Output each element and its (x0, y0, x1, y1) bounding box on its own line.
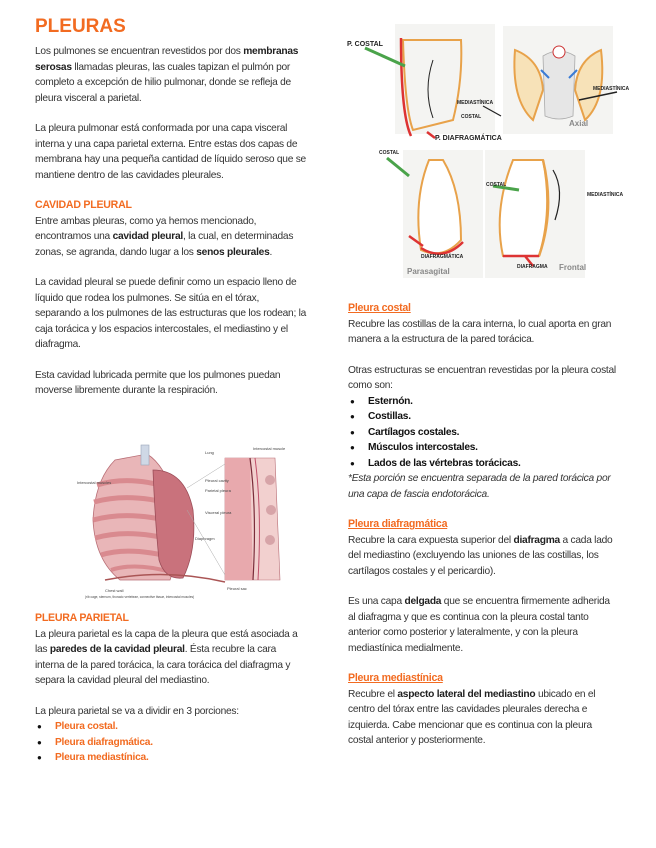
intro-paragraph-1: Los pulmones se encuentran revestidos por dos membranas serosas llamadas pleuras, las cuales tapizan el pulmón por completo a excepción de hilio pulmonar, donde se refleja de pleura visceral a parietal. (35, 46, 299, 104)
label-intercostal-muscle: Intercostal muscle (253, 446, 286, 451)
mediastinica-paragraph-1: Recubre el aspecto lateral del mediastino ubicado en el centro del tórax entre las cavidades pleurales derecha e izquierda. Cabe mencionar que es continua con la pleura costal anterior y posteriormente. (348, 688, 596, 746)
pleura-diagrams-figure (343, 20, 630, 280)
label-axial: Axial (569, 119, 589, 128)
label-chest-wall-detail: (rib cage, sternum, thoracic vertebrae, connective tissue, intercostal muscles) (85, 595, 195, 599)
label-pleural-cavity: Pleural cavity (205, 478, 229, 483)
costal-note: *Esta porción se encuentra separada de la pared torácica por una capa de fascia endotorácica. (348, 473, 611, 500)
label-diaphragm: Diaphragm (195, 536, 215, 541)
list-item: ● Cartílagos costales. (368, 425, 618, 441)
frontal-diagram (485, 150, 585, 278)
label-costal-sag: COSTAL (379, 150, 400, 156)
diafragmatica-paragraph-1: Recubre la cara expuesta superior del diafragma a cada lado del mediastino (excluyendo las uniones de las costillas, los cartílagos costales y el pericardio). (348, 534, 613, 577)
costal-paragraph-1: Recubre las costillas de la cara interna, lo cual aporta en gran manera a la estructura de la pared torácica. (348, 318, 612, 345)
label-chest-wall: Chest wall (105, 588, 124, 593)
label-mediastinica-small: MEDIASTÍNICA (457, 100, 494, 106)
list-item: ● Costillas. (368, 409, 618, 425)
cavidad-paragraph-2: La cavidad pleural se puede definir como un espacio lleno de líquido que rodea los pulmones. Se sitúa en el tórax, separando a los pulmones de las estructuras que los rodean; la caja torácica y los espacios intercostales, el mediastino y el diafragma. (35, 277, 307, 350)
label-parasagital: Parasagital (407, 267, 450, 276)
label-costal-front: COSTAL (486, 182, 507, 188)
parietal-section (35, 611, 307, 766)
label-p-diafragmatica: P. DIAFRAGMÁTICA (435, 135, 502, 142)
costal-list (348, 394, 618, 472)
label-visceral-pleura: Visceral pleura (205, 510, 232, 515)
right-column (348, 301, 618, 749)
list-item: ● Músculos intercostales. (368, 440, 618, 456)
page-title: PLEURAS (35, 16, 126, 37)
cavidad-heading: CAVIDAD PLEURAL (35, 199, 132, 211)
cavidad-paragraph-1: Entre ambas pleuras, como ya hemos mencionado, encontramos una cavidad pleural, la cual, en determinadas zonas, se agranda, dando lugar a los senos pleurales. (35, 215, 294, 258)
label-p-costal: P. COSTAL (347, 41, 383, 48)
label-parietal-pleura: Parietal pleura (205, 488, 231, 493)
label-diafragmatica-sag: DIAFRAGMÁTICA (421, 254, 464, 260)
label-costal-axial: COSTAL (461, 114, 482, 120)
costal-paragraph-2: Otras estructuras se encuentran revestidas por la pleura costal como son: (348, 364, 616, 391)
costal-heading: Pleura costal (348, 302, 411, 314)
list-item: ● Pleura mediastínica. (55, 750, 307, 766)
list-item: ● Lados de las vértebras torácicas. (368, 456, 618, 472)
list-item: ● Pleura costal. (55, 719, 307, 735)
label-diafragma-front: DIAFRAGMA (517, 264, 548, 270)
parietal-paragraph-2: La pleura parietal se va a dividir en 3 porciones: (35, 705, 239, 717)
diafragmatica-heading: Pleura diafragmática (348, 518, 448, 530)
label-lung: Lung (205, 450, 214, 455)
parietal-paragraph-1: La pleura parietal es la capa de la pleura que está asociada a las paredes de la cavidad pleural. Ésta recubre la cara interna de la pared torácica, la cara torácica del diafragma y separa la cavidad pleural del mediastino. (35, 628, 298, 686)
label-mediastinica-axial: MEDIASTÍNICA (593, 86, 630, 92)
label-mediastinica-front: MEDIASTÍNICA (587, 192, 624, 198)
left-column (35, 14, 307, 399)
parietal-heading: PLEURA PARIETAL (35, 612, 129, 624)
thorax-anatomy-figure (75, 440, 305, 605)
intro-paragraph-2: La pleura pulmonar está conformada por una capa visceral interna y una capa parietal externa. Entre estas dos capas de membrana hay una pequeña cantidad de líquido seroso que se mantiene dentro de las cavidades pleurales. (35, 123, 306, 181)
list-item: ● Pleura diafragmática. (55, 735, 307, 751)
parietal-list (35, 719, 307, 766)
label-pleural-sac: Pleural sac (227, 586, 247, 591)
cavidad-paragraph-3: Esta cavidad lubricada permite que los pulmones puedan moverse libremente durante la respiración. (35, 369, 281, 396)
label-intercostal-left: Intercostal muscles (77, 480, 112, 485)
diafragmatica-paragraph-2: Es una capa delgada que se encuentra firmemente adherida al diafragma y que es continua con la pleura costal tanto anterior como posterior y lateralmente, y con la pleura mediastínica medialmente. (348, 596, 610, 654)
mediastinica-heading: Pleura mediastínica (348, 672, 443, 684)
label-frontal: Frontal (559, 263, 587, 272)
list-item: ● Esternón. (368, 394, 618, 410)
